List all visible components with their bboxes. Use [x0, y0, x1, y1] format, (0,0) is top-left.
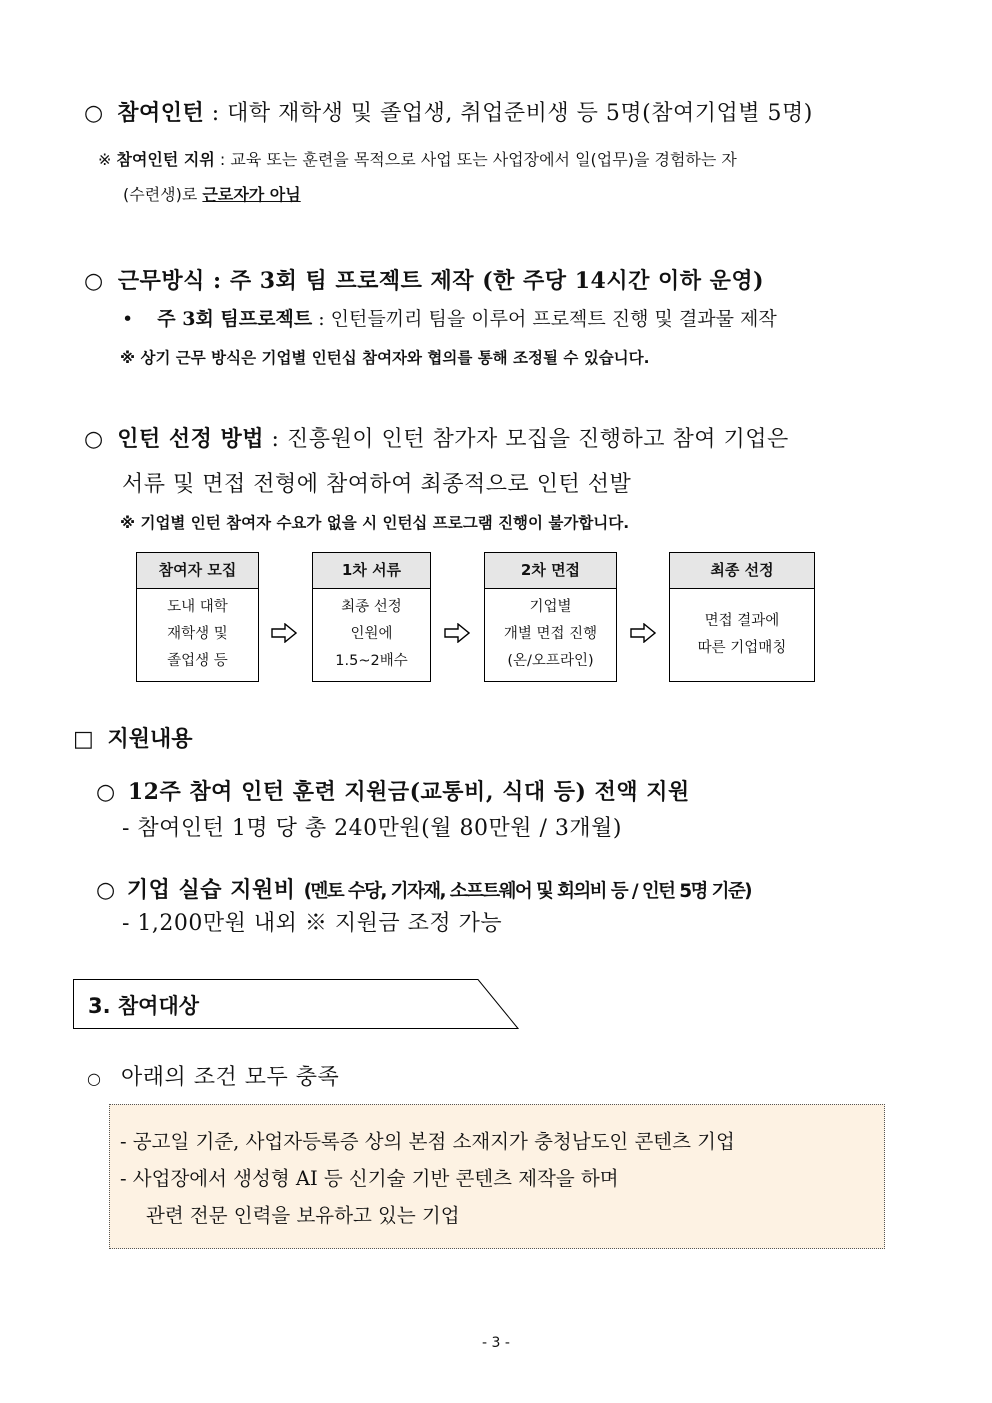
- not-worker-emphasis: 근로자가 아님: [202, 185, 301, 204]
- intern-text: 대학 재학생 및 졸업생, 취업준비생 등 5명(참여기업별 5명): [227, 101, 813, 126]
- square-bullet-icon: □: [73, 727, 94, 752]
- support-item-practice: [96, 873, 751, 904]
- intern-status-note: [98, 147, 737, 170]
- work-method-line: [84, 264, 764, 295]
- flow-step-line: 면접 결과에: [704, 612, 780, 629]
- section3-title: 3. 참여대상: [88, 994, 200, 1018]
- team-project-line: [122, 304, 777, 331]
- work-method-label: 근무방식: [117, 268, 205, 294]
- selection-sep: :: [264, 427, 287, 452]
- eligibility-condition: - 공고일 기준, 사업자등록증 상의 본점 소재지가 충청남도인 콘텐츠 기업: [120, 1130, 735, 1153]
- reference-mark: ※: [98, 150, 112, 169]
- eligibility-lead: 아래의 조건 모두 충족: [120, 1065, 340, 1090]
- flow-step-line: 개별 면접 진행: [503, 626, 598, 642]
- team-project-text: : 인턴들끼리 팀을 이루어 프로젝트 진행 및 결과물 제작: [312, 308, 777, 330]
- circle-bullet-icon: ○: [84, 101, 104, 126]
- flow-step-title: 2차 면접: [485, 553, 616, 589]
- intern-line: [84, 96, 813, 127]
- selection-line: [84, 422, 789, 453]
- work-method-sep: :: [204, 268, 230, 294]
- selection-text1: 진흥원이 인턴 참가자 모집을 진행하고 참여 기업은: [286, 427, 789, 452]
- flow-step-line: 재학생 및: [167, 626, 228, 642]
- flow-step-line: 기업별: [529, 599, 572, 615]
- flow-step-title: 참여자 모집: [137, 553, 258, 589]
- circle-bullet-icon: ○: [84, 427, 104, 452]
- intern-status-text: : 교육 또는 훈련을 목적으로 사업 또는 사업장에서 일(업무)을 경험하는 자: [214, 150, 737, 169]
- flow-step-title: 1차 서류: [313, 553, 430, 589]
- flow-step-line: 도내 대학: [167, 599, 228, 615]
- flow-step-recruit: [136, 552, 259, 682]
- flow-step-final: [669, 552, 815, 682]
- flow-step-line: 따른 기업매칭: [697, 639, 787, 656]
- small-circle-bullet-icon: ○: [87, 1069, 102, 1088]
- support-heading-title: 지원내용: [107, 727, 193, 752]
- intern-status-note-cont: [123, 182, 301, 205]
- support-item-training-sub: - 참여인턴 1명 당 총 240만원(월 80만원 / 3개월): [122, 816, 622, 841]
- support-item-training-text: 12주 참여 인턴 훈련 지원금(교통비, 식대 등) 전액 지원: [127, 779, 690, 805]
- flow-step-document: [312, 552, 431, 682]
- flow-step-line: 졸업생 등: [167, 653, 228, 669]
- selection-text2: 서류 및 면접 전형에 참여하여 최종적으로 인턴 선발: [122, 472, 632, 497]
- page-number: - 3 -: [482, 1335, 510, 1351]
- circle-bullet-icon: ○: [84, 268, 104, 294]
- work-method-note: ※ 상기 근무 방식은 기업별 인턴십 참여자와 협의를 통해 조정될 수 있습니다.: [120, 349, 650, 367]
- intern-sep: :: [204, 101, 228, 126]
- support-item-practice-text: 기업 실습 지원비: [126, 877, 304, 903]
- flow-step-line: 인원에: [350, 626, 393, 642]
- right-arrow-icon: [630, 623, 656, 643]
- support-item-practice-sub: - 1,200만원 내외 ※ 지원금 조정 가능: [122, 911, 503, 936]
- right-arrow-icon: [444, 623, 470, 643]
- flow-step-interview: [484, 552, 617, 682]
- circle-bullet-icon: ○: [96, 779, 116, 805]
- support-heading: [73, 722, 192, 753]
- flow-step-line: (온/오프라인): [507, 653, 594, 669]
- flow-step-title: 최종 선정: [670, 553, 814, 589]
- team-project-label: 주 3회 팀프로젝트: [157, 308, 313, 330]
- eligibility-condition: - 사업장에서 생성형 AI 등 신기술 기반 콘텐츠 제작을 하며: [120, 1167, 619, 1190]
- intern-status-label: 참여인턴 지위: [116, 150, 215, 169]
- support-item-practice-detail: (멘토 수당, 기자재, 소프트웨어 및 회의비 등 / 인턴 5명 기준): [303, 881, 751, 902]
- flow-step-line: 1.5~2배수: [335, 653, 408, 669]
- intern-status-text2: (수련생)로: [123, 185, 203, 204]
- right-arrow-icon: [271, 623, 297, 643]
- eligibility-condition: 관련 전문 인력을 보유하고 있는 기업: [146, 1204, 460, 1227]
- intern-label: 참여인턴: [117, 100, 205, 126]
- circle-bullet-icon: ○: [96, 877, 116, 903]
- eligibility-lead-line: [87, 1060, 339, 1091]
- selection-label: 인턴 선정 방법: [117, 426, 265, 452]
- support-item-training: [96, 775, 690, 806]
- selection-note: ※ 기업별 인턴 참여자 수요가 없을 시 인턴십 프로그램 진행이 불가합니다.: [120, 514, 630, 532]
- dot-bullet-icon: •: [122, 308, 134, 330]
- flow-step-line: 최종 선정: [341, 599, 402, 615]
- work-method-text: 주 3회 팀 프로젝트 제작 (한 주당 14시간 이하 운영): [229, 268, 765, 294]
